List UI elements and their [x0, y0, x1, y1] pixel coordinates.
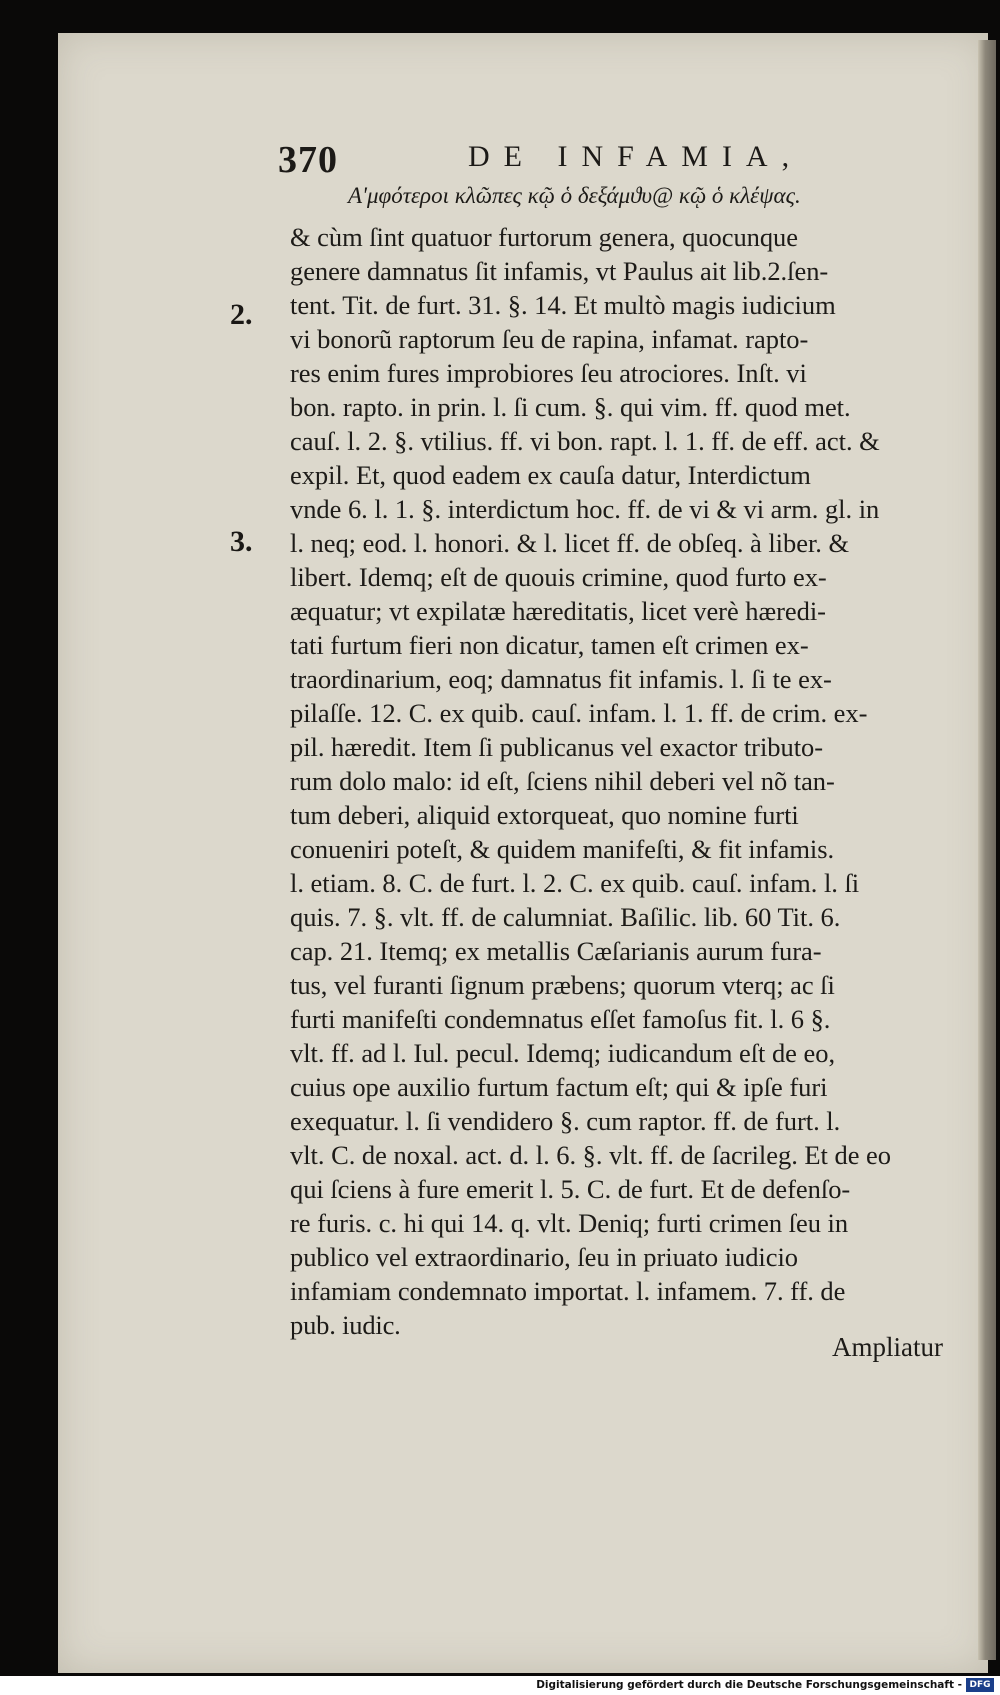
text-line: quis. 7. §. vlt. ff. de calumniat. Baſilic. lib. 60 Tit. 6. — [290, 902, 841, 932]
marginal-number-3: 3. — [230, 525, 253, 558]
body-text — [290, 220, 980, 1342]
dfg-logo: DFG — [966, 1678, 994, 1692]
text-line: expil. Et, quod eadem ex cauſa datur, Interdictum — [290, 460, 811, 490]
text-line: pil. hæredit. Item ſi publicanus vel exactor tributo- — [290, 732, 824, 762]
text-line: re furis. c. hi qui 14. q. vlt. Deniq; furti crimen ſeu in — [290, 1208, 849, 1238]
marginal-number-2: 2. — [230, 298, 253, 331]
text-line: infamiam condemnato importat. l. infamem. 7. ff. de — [290, 1276, 846, 1306]
running-title: DE INFAMIA, — [468, 140, 804, 173]
page-header — [278, 138, 838, 182]
text-line: exequatur. l. ſi vendidero §. cum raptor. ff. de furt. l. — [290, 1106, 841, 1136]
text-line: tent. Tit. de furt. 31. §. 14. Et multò magis iudicium — [290, 290, 836, 320]
text-line: res enim fures improbiores ſeu atrociores. Inſt. vi — [290, 358, 807, 388]
text-line: l. etiam. 8. C. de furt. l. 2. C. ex quib. cauſ. infam. l. ſi — [290, 868, 860, 898]
text-line: cuius ope auxilio furtum factum eſt; qui & ipſe furi — [290, 1072, 828, 1102]
text-line: æquatur; vt expilatæ hæreditatis, licet verè hæredi- — [290, 596, 826, 626]
text-line: pub. iudic. — [290, 1310, 401, 1340]
text-line: genere damnatus ſit infamis, vt Paulus ait lib.2.ſen- — [290, 256, 829, 286]
text-line: bon. rapto. in prin. l. ſi cum. §. qui vim. ff. quod met. — [290, 392, 851, 422]
text-line: vi bonorũ raptorum ſeu de rapina, infamat. rapto- — [290, 324, 809, 354]
text-line: vlt. C. de noxal. act. d. l. 6. §. vlt. ff. de ſacrileg. Et de eo — [290, 1140, 891, 1170]
text-line: traordinarium, eoq; damnatus fit infamis. l. ſi te ex- — [290, 664, 832, 694]
text-line: vlt. ff. ad l. Iul. pecul. Idemq; iudicandum eſt de eo, — [290, 1038, 836, 1068]
text-line: tum deberi, aliquid extorqueat, quo nomine furti — [290, 800, 799, 830]
text-line: conueniri poteſt, & quidem manifeſti, & fit infamis. — [290, 834, 835, 864]
page-edge — [978, 40, 996, 1660]
text-line: publico vel extraordinario, ſeu in priuato iudicio — [290, 1242, 798, 1272]
text-line: l. neq; eod. l. honori. & l. licet ff. de obſeq. à liber. & — [290, 528, 850, 558]
page-number: 370 — [278, 139, 338, 181]
greek-quotation: Αʹμφότεροι κλῶπες κῷ ὁ δεξάμϑυ@ κῷ ὁ κλέψας. — [348, 183, 801, 208]
text-line: tus, vel furanti ſignum præbens; quorum vterq; ac ſi — [290, 970, 835, 1000]
text-line: tati furtum fieri non dicatur, tamen eſt crimen ex- — [290, 630, 809, 660]
text-line: libert. Idemq; eſt de quouis crimine, quod furto ex- — [290, 562, 827, 592]
text-line: pilaſſe. 12. C. ex quib. cauſ. infam. l. 1. ff. de crim. ex- — [290, 698, 868, 728]
text-line: rum dolo malo: id eſt, ſciens nihil deberi vel nõ tan- — [290, 766, 835, 796]
catchword: Ampliatur — [832, 1332, 943, 1362]
text-line: vnde 6. l. 1. §. interdictum hoc. ff. de vi & vi arm. gl. in — [290, 494, 880, 524]
text-line: & cùm ſint quatuor furtorum genera, quocunque — [290, 222, 798, 252]
digitization-credit: Digitalisierung gefördert durch die Deutsche Forschungsgemeinschaft - — [536, 1679, 962, 1691]
text-line: cap. 21. Itemq; ex metallis Cæſarianis aurum fura- — [290, 936, 822, 966]
text-line: cauſ. l. 2. §. vtilius. ff. vi bon. rapt. l. 1. ff. de eff. act. & — [290, 426, 880, 456]
text-line: qui ſciens à fure emerit l. 5. C. de furt. Et de defenſo- — [290, 1174, 851, 1204]
text-line: furti manifeſti condemnatus eſſet famoſus fit. l. 6 §. — [290, 1004, 831, 1034]
